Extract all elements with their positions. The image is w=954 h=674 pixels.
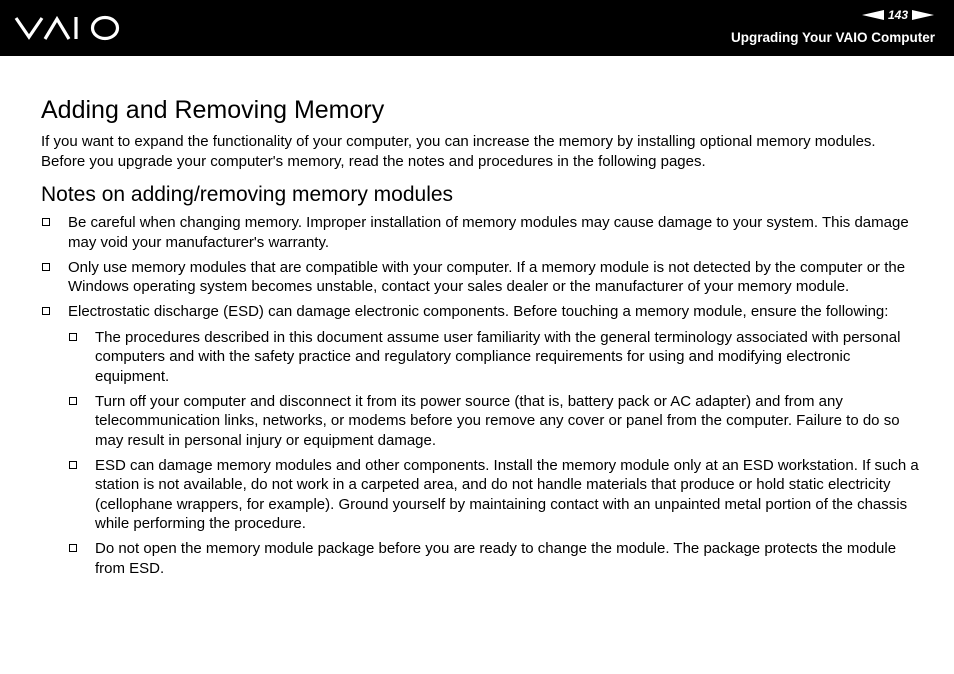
checkbox-bullet-icon [69, 461, 77, 469]
page-number: 143 [887, 8, 908, 22]
sub-list-item-text: Turn off your computer and disconnect it from its power source (that is, battery pack or AC adapter) and from any telecommunication links, networks, or modems before you remove any cover or panel from the computer. Failure to do so may result in personal injury or equipment damage. [95, 392, 900, 449]
sub-list-item-text: ESD can damage memory modules and other components. Install the memory module only at an ESD workstation. If such a station is not available, do not work in a carpeted area, and do not handle materials that produce or hold static electricity (cellophane wrappers, for example). Ground yourself by maintaining contact with an unpainted metal portion of the chassis while performing the procedure. [95, 456, 919, 532]
list-item [41, 213, 921, 252]
page-title: Adding and Removing Memory [41, 96, 385, 124]
list-item [41, 258, 921, 297]
sub-list-item [68, 456, 921, 534]
intro-paragraph: If you want to expand the functionality of your computer, you can increase the memory by installing optional memory modules. Before you upgrade your computer's memory, read the notes and procedures in the following pages. [41, 133, 876, 170]
section-title: Notes on adding/removing memory modules [41, 183, 454, 206]
sub-list-item-text: The procedures described in this document assume user familiarity with the general terminology associated with personal computers and with the safety practice and regulatory compliance requirements for using and modifying electronic equipment. [95, 328, 901, 385]
notes-list [41, 213, 921, 578]
page-navigation [862, 7, 934, 23]
checkbox-bullet-icon [42, 218, 50, 226]
page-header [0, 0, 954, 56]
checkbox-bullet-icon [69, 544, 77, 552]
checkbox-bullet-icon [69, 333, 77, 341]
checkbox-bullet-icon [69, 397, 77, 405]
checkbox-bullet-icon [42, 263, 50, 271]
sub-list-item [68, 539, 921, 578]
list-item-text: Be careful when changing memory. Improper installation of memory modules may cause damage to your system. This damage may void your manufacturer's warranty. [68, 214, 909, 251]
esd-sublist [68, 328, 921, 579]
sub-list-item [68, 328, 921, 387]
list-item-text: Only use memory modules that are compatible with your computer. If a memory module is not detected by the computer or the Windows operating system becomes unstable, contact your sales dealer or the manufacturer of your memory module. [68, 258, 906, 295]
running-head: Upgrading Your VAIO Computer [730, 30, 935, 45]
list-item-text: Electrostatic discharge (ESD) can damage electronic components. Before touching a memory module, ensure the following: [68, 303, 889, 320]
checkbox-bullet-icon [42, 307, 50, 315]
vaio-logo [14, 14, 120, 42]
sub-list-item-text: Do not open the memory module package before you are ready to change the module. The package protects the module from ESD. [95, 540, 897, 577]
next-page-icon[interactable] [912, 10, 934, 20]
list-item [41, 302, 921, 578]
sub-list-item [68, 392, 921, 451]
page-content [41, 94, 921, 584]
previous-page-icon[interactable] [862, 10, 884, 20]
